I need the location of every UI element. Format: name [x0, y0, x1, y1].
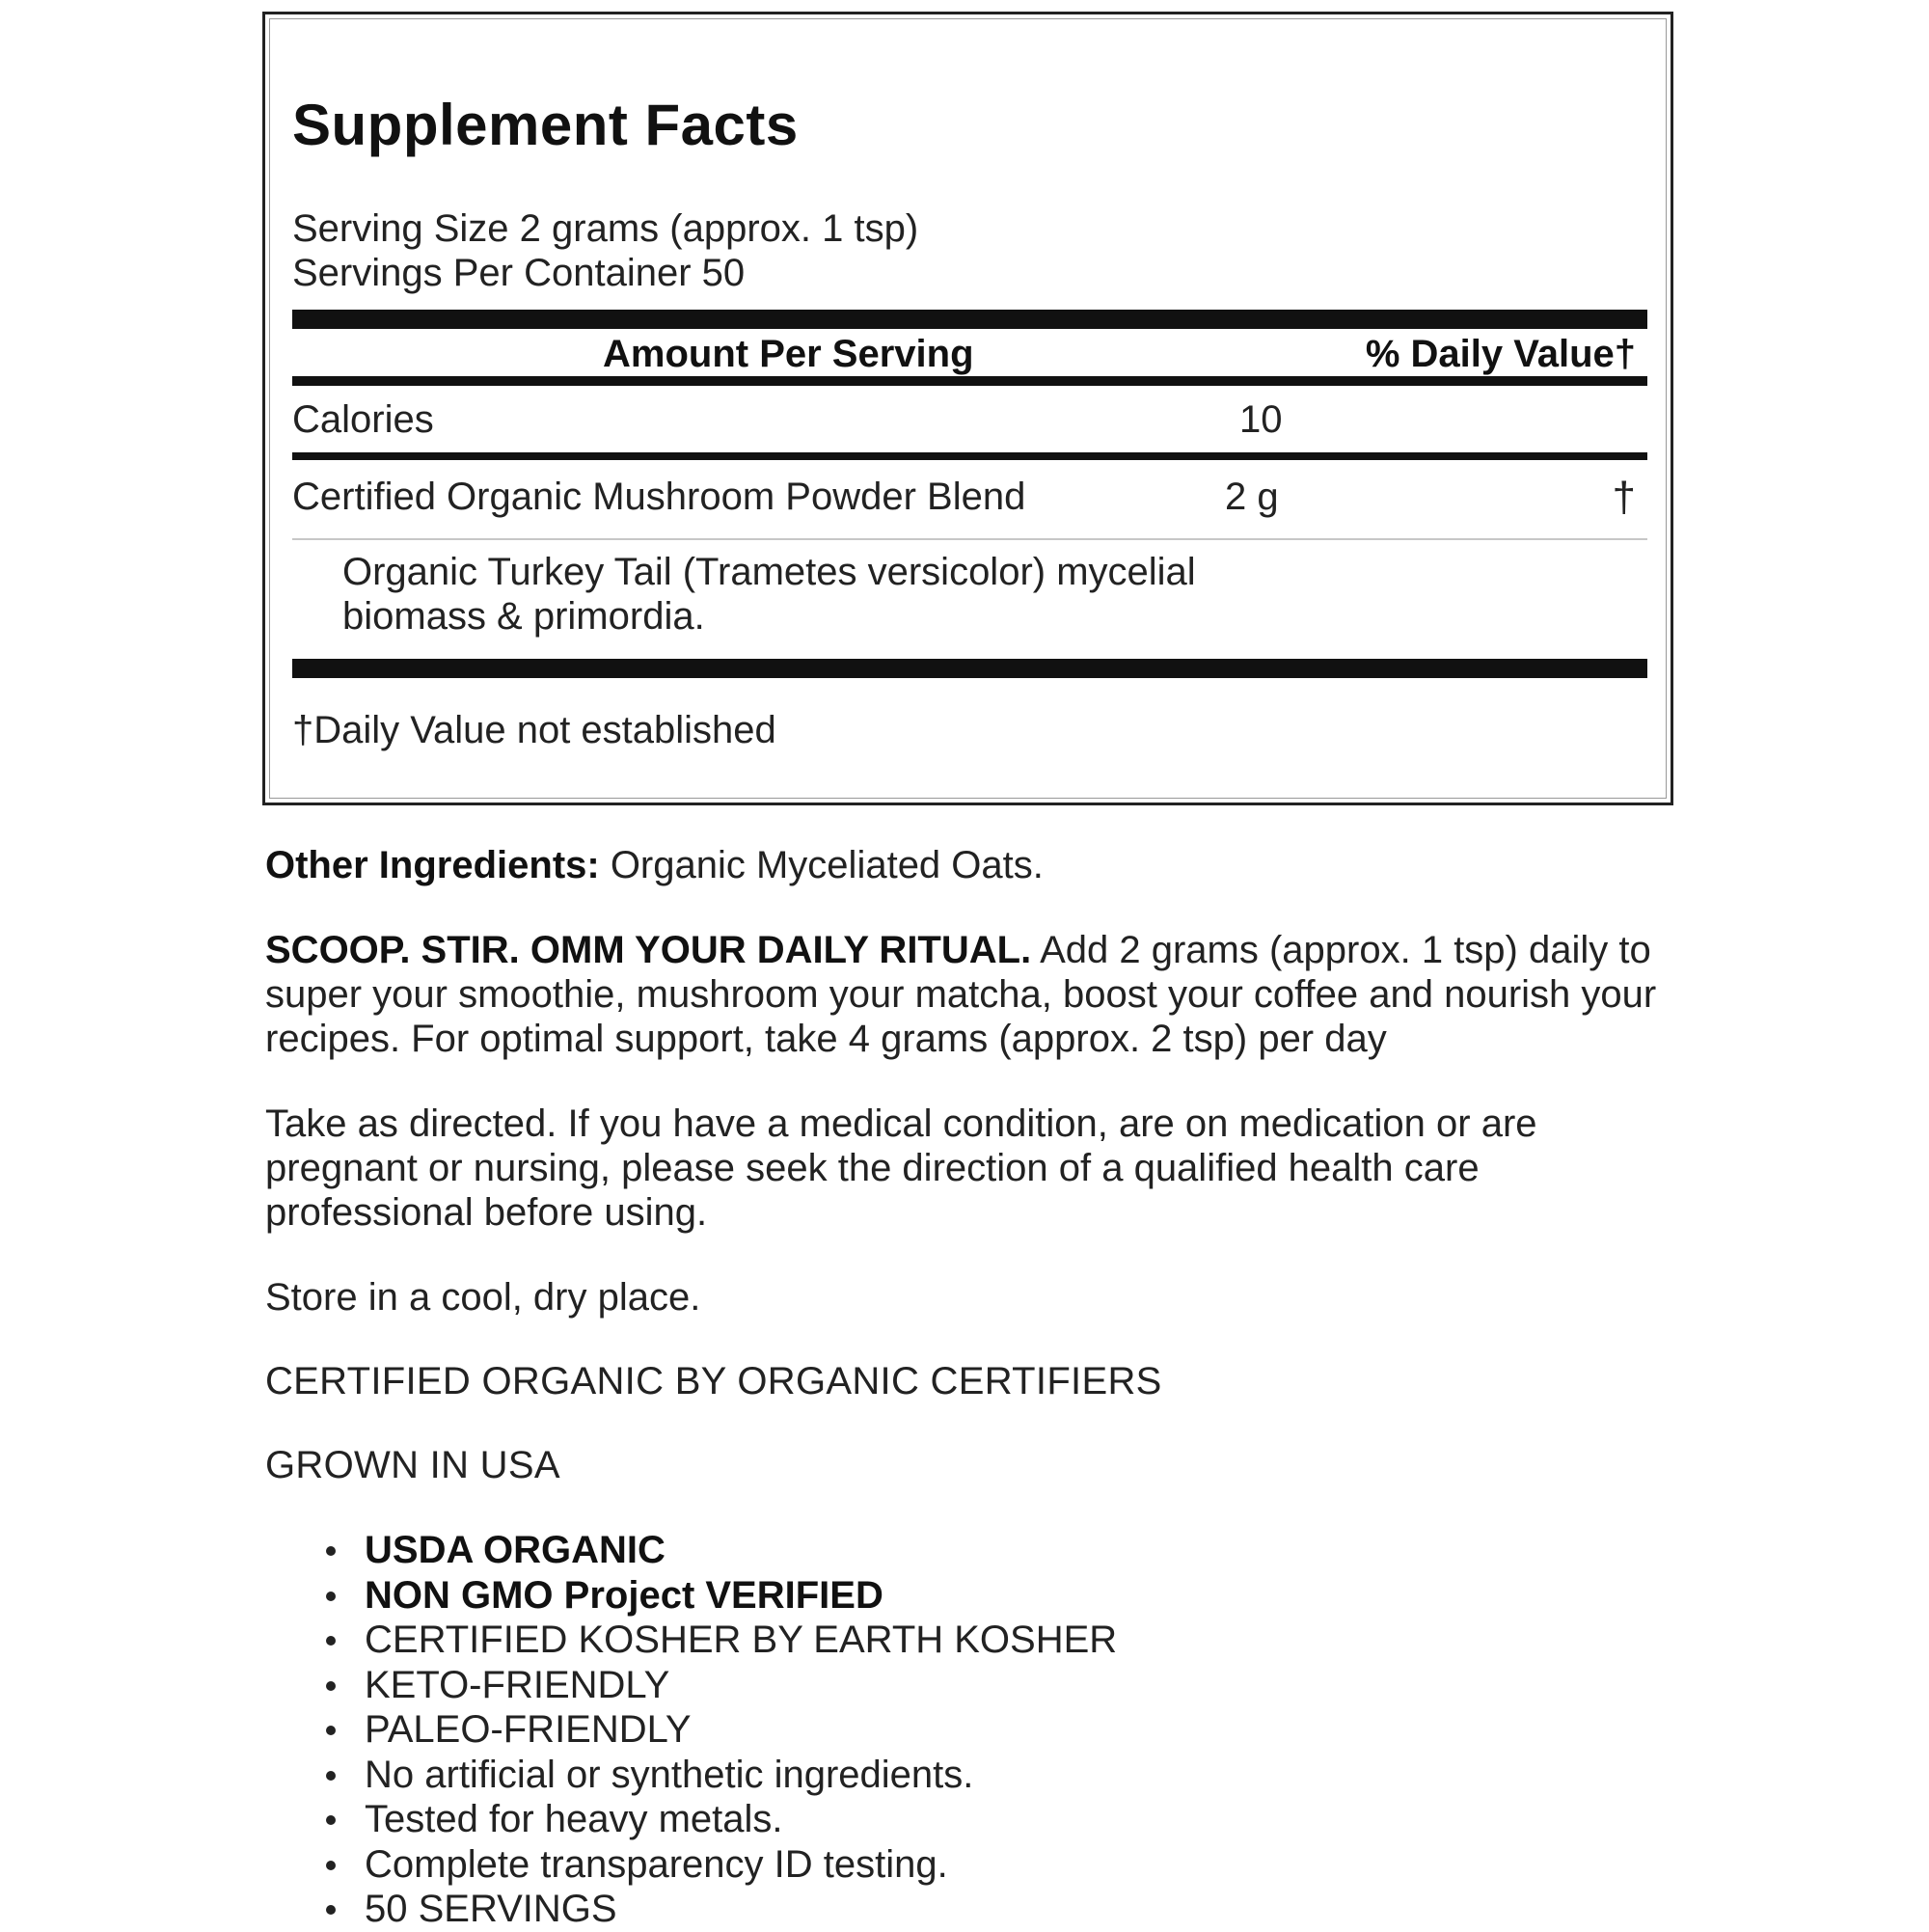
- divider-thick-bottom: [292, 659, 1647, 678]
- claim-non-gmo: NON GMO Project VERIFIED: [365, 1573, 1117, 1619]
- serving-size: Serving Size 2 grams (approx. 1 tsp): [292, 207, 919, 250]
- grown-in-usa-text: GROWN IN USA: [265, 1444, 560, 1486]
- warning-text: Take as directed. If you have a medical condition, are on medication or are pregnant or nursing, please seek the direction of a qualified health care professional before using.: [265, 1102, 1537, 1234]
- directions-text: Add 2 grams (approx. 1 tsp) daily to super your smoothie, mushroom your matcha, boost your coffee and nourish your recipes. For optimal support, take 4 grams (approx. 2 tsp) per day: [265, 929, 1657, 1060]
- claim-usda-organic: USDA ORGANIC: [365, 1528, 1117, 1573]
- sub-ingredient-turkey-tail: Organic Turkey Tail (Trametes versicolor) mycelial biomass & primordia.: [342, 551, 1196, 638]
- supplement-facts-panel: [262, 12, 1673, 805]
- other-ingredients: [265, 843, 1673, 887]
- blend-label: Certified Organic Mushroom Powder Blend: [292, 476, 1026, 518]
- claim-paleo: PALEO-FRIENDLY: [365, 1707, 1117, 1753]
- other-ingredients-label: Other Ingredients:: [265, 844, 600, 886]
- claim-keto: KETO-FRIENDLY: [365, 1663, 1117, 1708]
- divider-thick-top: [292, 310, 1647, 329]
- supplement-facts-title: Supplement Facts: [292, 93, 799, 157]
- divider-thin: [292, 538, 1647, 540]
- directions-heading: SCOOP. STIR. OMM YOUR DAILY RITUAL.: [265, 929, 1032, 971]
- blend-amount: 2 g: [1225, 476, 1279, 518]
- daily-value-header: % Daily Value†: [1365, 333, 1636, 375]
- servings-per-container: Servings Per Container 50: [292, 252, 746, 294]
- other-ingredients-text: Organic Myceliated Oats.: [599, 844, 1044, 886]
- calories-label: Calories: [292, 398, 434, 441]
- divider-header-bottom: [292, 376, 1647, 386]
- claim-kosher: CERTIFIED KOSHER BY EARTH KOSHER: [365, 1619, 1118, 1661]
- amount-per-serving-header: Amount Per Serving: [603, 333, 974, 375]
- claim-no-artificial: No artificial or synthetic ingredients.: [365, 1753, 1117, 1798]
- claim-heavy-metals: Tested for heavy metals.: [365, 1797, 1117, 1842]
- storage-text: Store in a cool, dry place.: [265, 1276, 701, 1319]
- daily-value-footnote: †Daily Value not established: [292, 709, 776, 751]
- claim-transparency: Complete transparency ID testing.: [365, 1842, 1117, 1888]
- directions: [265, 928, 1673, 1061]
- certified-organic-text: CERTIFIED ORGANIC BY ORGANIC CERTIFIERS: [265, 1360, 1162, 1402]
- calories-amount: 10: [1239, 398, 1283, 441]
- blend-daily-value: †: [1612, 474, 1636, 521]
- divider-calories-bottom: [292, 452, 1647, 460]
- claims-list: [265, 1528, 1117, 1932]
- claim-servings: 50 SERVINGS: [365, 1887, 1117, 1932]
